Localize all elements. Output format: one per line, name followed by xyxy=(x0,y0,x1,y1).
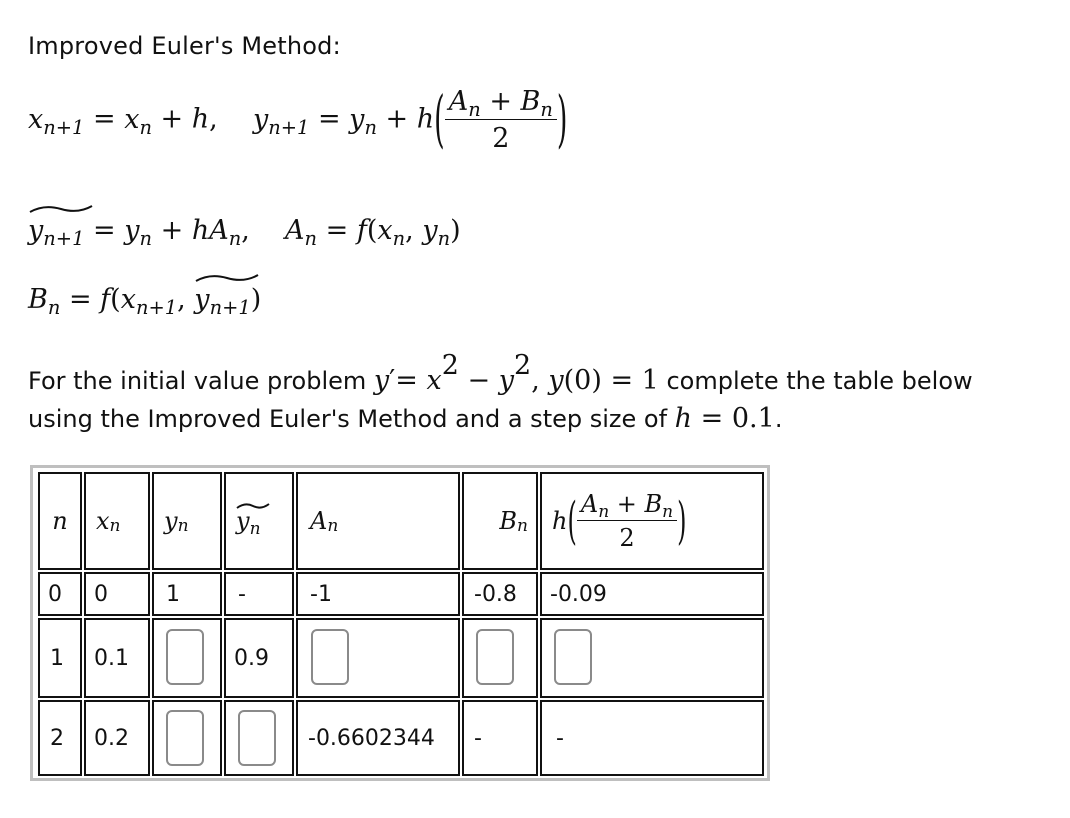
row2-ytilde-input[interactable] xyxy=(238,710,276,766)
ivp-equation: y′= x2 − y2, y(0) = 1 xyxy=(373,350,659,396)
row1-n: 1 xyxy=(38,618,82,698)
header-An: A n xyxy=(296,472,460,570)
row2-n: 2 xyxy=(38,700,82,776)
prompt-period: . xyxy=(774,405,783,433)
row2-y-input[interactable] xyxy=(166,710,204,766)
row1-B-input[interactable] xyxy=(476,629,514,685)
prompt-text-3: using the Improved Euler's Method and a step size of xyxy=(28,405,668,433)
formula-predictor: $y_{n+1}$ = $y_n + hA_n$, $A_n = f(x_n$, $y_n$) xyxy=(28,215,461,246)
formula-step-update: $x_{n+1} = x_n + h$, $y_{n+1} = y_n + h$( $\frac{A_n + B_n}{2}$ ) xyxy=(28,84,568,156)
formula-corrector: $B_n = f(x_{n+1}$, $y_{n+1}$ ) xyxy=(28,284,261,315)
row0-A: -1 xyxy=(296,572,460,616)
row1-increment-input[interactable] xyxy=(554,629,592,685)
row0-y: 1 xyxy=(152,572,222,616)
header-yn: y n xyxy=(152,472,222,570)
header-xn: x n xyxy=(84,472,150,570)
page-title: Improved Euler's Method: xyxy=(28,32,341,60)
header-ytilde: $y_n$ xyxy=(224,472,294,570)
header-increment: h ( $\frac{A_n + B_n}{2}$ ) xyxy=(540,472,764,570)
row2-increment: - xyxy=(540,700,764,776)
header-n: n xyxy=(38,472,82,570)
row1-ytilde: 0.9 xyxy=(224,618,294,698)
step-size-value: 0.1 xyxy=(731,403,775,434)
prompt-text-1: For the initial value problem xyxy=(28,367,367,395)
row0-B: -0.8 xyxy=(462,572,538,616)
row2-x: 0.2 xyxy=(84,700,150,776)
prompt-text-2: complete the table below xyxy=(666,367,973,395)
row1-A-input[interactable] xyxy=(311,629,349,685)
header-Bn: B n xyxy=(462,472,538,570)
row0-x: 0 xyxy=(84,572,150,616)
row2-A: -0.6602344 xyxy=(296,700,460,776)
row1-x: 0.1 xyxy=(84,618,150,698)
row0-n: 0 xyxy=(38,572,82,616)
problem-statement: For the initial value problem y′= x2 − y2, y(0) = 1 complete the table below using the Improved Euler's Method and a step size of h = 0.1. xyxy=(28,350,973,434)
row0-ytilde: - xyxy=(224,572,294,616)
row0-increment: -0.09 xyxy=(540,572,764,616)
row2-B: - xyxy=(462,700,538,776)
row1-y-input[interactable] xyxy=(166,629,204,685)
